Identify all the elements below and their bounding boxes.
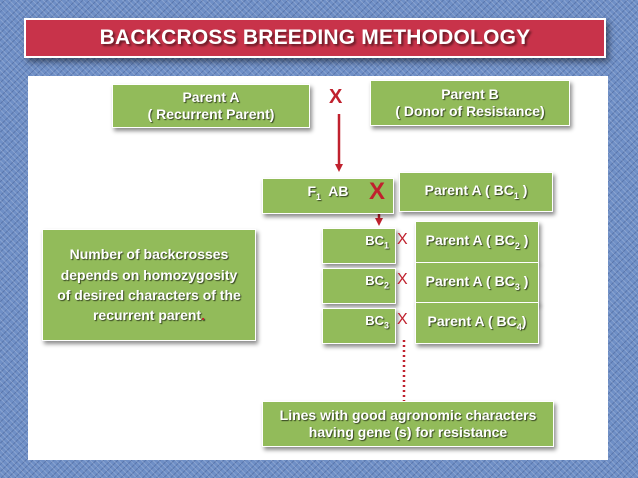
cross-mark-f1: X (369, 178, 386, 205)
result-box (262, 401, 554, 447)
cross-mark-bc3: X (397, 311, 408, 328)
result-line-1: Lines with good agronomic characters (279, 406, 537, 423)
f1-label: $F_1$ AB (307, 183, 349, 202)
note-line-4: recurrent parent. (92, 307, 206, 324)
note-line-2: depends on homozygosity (60, 266, 238, 283)
slide-title: BACKCROSS BREEDING METHODOLOGY (99, 26, 531, 49)
bc2-label: $BC_2$ (365, 273, 389, 291)
parent-a-label: Parent A (182, 88, 240, 105)
cross-mark-parents: X (329, 86, 343, 108)
recurrent-parent-bc3-box (415, 262, 539, 304)
note-line-1: Number of backcrosses (69, 246, 229, 263)
result-line-2: having gene (s) for resistance (308, 424, 508, 440)
bc3-label: $BC_3$ (365, 313, 389, 331)
parent-a-role: ( Recurrent Parent) (147, 106, 275, 122)
parent-a-box (112, 84, 310, 128)
recurrent-parent-bc4-box (415, 302, 539, 344)
cross-mark-bc2: X (397, 271, 408, 288)
note-line-3: of desired characters of the (57, 287, 241, 303)
recurrent-parent-bc2-box (415, 221, 539, 263)
recurrent-parent-bc3-label: Parent A ( $BC_3$ ) (425, 272, 529, 292)
recurrent-parent-bc1-box (399, 172, 553, 212)
recurrent-parent-bc2-label: Parent A ( $BC_2$ ) (425, 231, 529, 251)
bc2-box (322, 268, 396, 304)
bc1-box (322, 228, 396, 264)
recurrent-parent-bc4-label: Parent A ( $BC_4$) (427, 312, 527, 332)
bc1-label: $BC_1$ (365, 233, 389, 251)
parent-b-label: Parent B (441, 85, 499, 102)
parent-b-box (370, 80, 570, 126)
recurrent-parent-bc1-label: Parent A ( $BC_1$ ) (424, 181, 528, 201)
bc3-box (322, 308, 396, 344)
note-box (42, 229, 256, 341)
cross-mark-bc1: X (397, 231, 408, 248)
parent-b-role: ( Donor of Resistance) (395, 103, 545, 119)
